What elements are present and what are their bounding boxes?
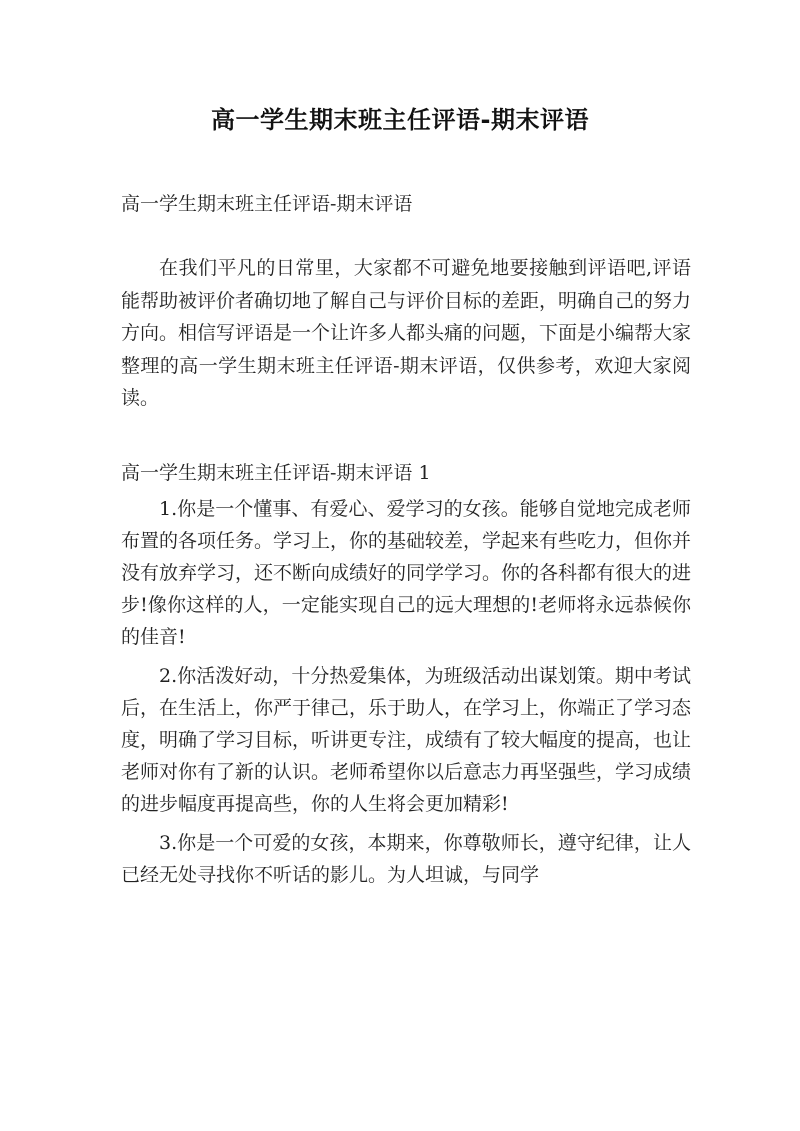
document-body [121,188,691,891]
comment-item-3: 3.你是一个可爱的女孩，本期来，你尊敬师长，遵守纪律，让人已经无处寻找你不听话的影儿。为人坦诚，与同学 [121,831,691,886]
document-subtitle: 高一学生期末班主任评语-期末评语 [121,193,413,215]
intro-paragraph: 在我们平凡的日常里，大家都不可避免地要接触到评语吧,评语能帮助被评价者确切地了解自己与评价目标的差距，明确自己的努力方向。相信写评语是一个让许多人都头痛的问题，下面是小编帮大家整理的高一学生期末班主任评语-期末评语，仅供参考，欢迎大家阅读。 [121,257,692,409]
comment-item-1: 1.你是一个懂事、有爱心、爱学习的女孩。能够自觉地完成老师布置的各项任务。学习上，你的基础较差，学起来有些吃力，但你并没有放弃学习，还不断向成绩好的同学学习。你的各科都有很大的进步!像你这样的人，一定能实现自己的远大理想的!老师将永远恭候你的佳音! [121,497,692,648]
document-title: 高一学生期末班主任评语-期末评语 [211,106,589,134]
section-heading: 高一学生期末班主任评语-期末评语 1 [121,461,431,484]
comment-item-2: 2.你活泼好动，十分热爱集体，为班级活动出谋划策。期中考试后，在生活上，你严于律己，乐于助人，在学习上，你端正了学习态度，明确了学习目标，听讲更专注，成绩有了较大幅度的提高，也让老师对你有了新的认识。老师希望你以后意志力再坚强些，学习成绩的进步幅度再提高些，你的人生将会更加精彩! [121,664,692,815]
